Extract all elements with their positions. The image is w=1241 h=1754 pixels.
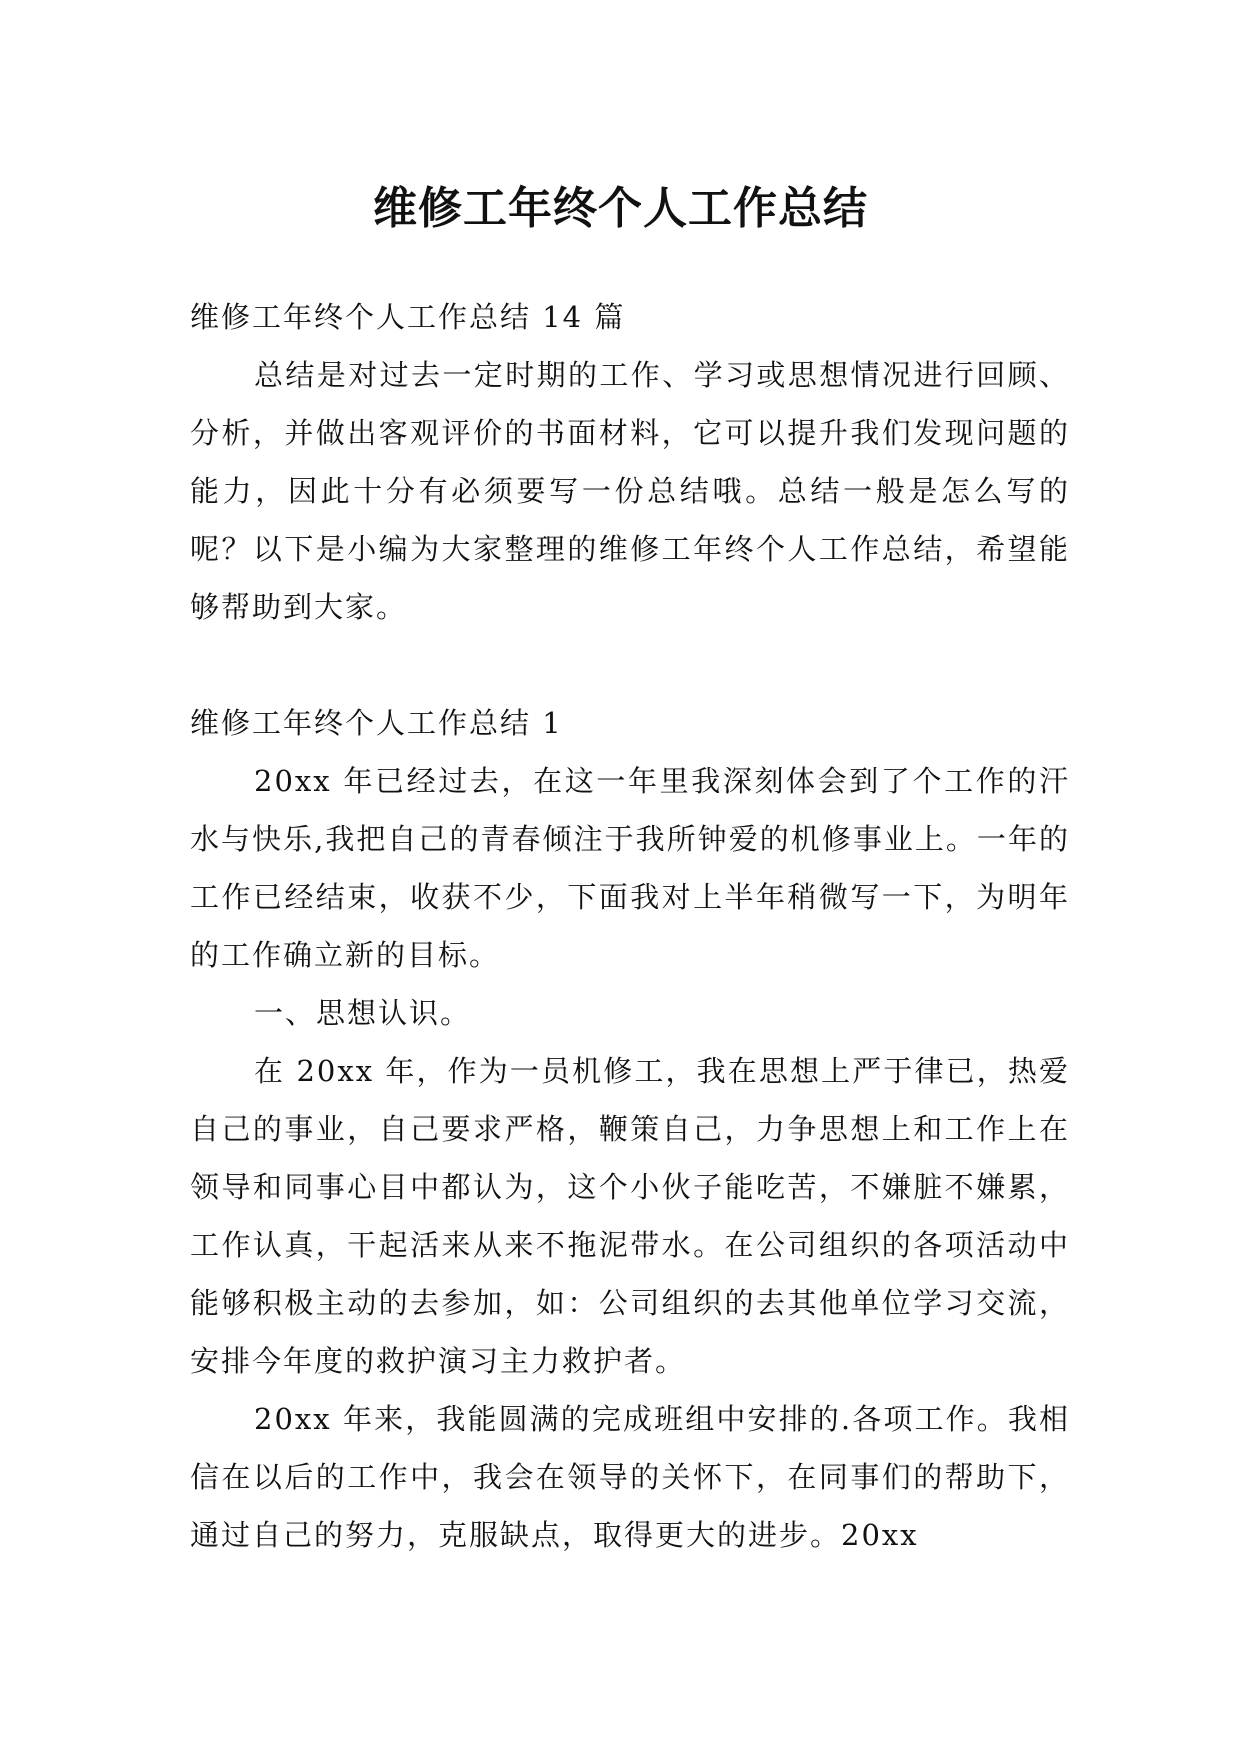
document-subtitle: 维修工年终个人工作总结 14 篇 <box>190 300 626 334</box>
document-body <box>190 288 1070 1564</box>
section-subheading: 一、思想认识。 <box>254 996 472 1030</box>
intro-paragraph: 总结是对过去一定时期的工作、学习或思想情况进行回顾、分析，并做出客观评价的书面材料，它可以提升我们发现问题的能力，因此十分有必须要写一份总结哦。总结一般是怎么写的呢？以下是小编为大家整理的维修工年终个人工作总结，希望能够帮助到大家。 <box>190 358 1070 624</box>
section-spacer <box>190 636 1070 694</box>
document-title: 维修工年终个人工作总结 <box>373 183 868 235</box>
section-paragraph: 20xx 年已经过去，在这一年里我深刻体会到了个工作的汗水与快乐,我把自己的青春倾注于我所钟爱的机修事业上。一年的工作已经结束，收获不少，下面我对上半年稍微写一下，为明年的工作确立新的目标。 <box>190 764 1070 972</box>
section-paragraph: 20xx 年来，我能圆满的完成班组中安排的.各项工作。我相信在以后的工作中，我会在领导的关怀下，在同事们的帮助下，通过自己的努力，克服缺点，取得更大的进步。20xx <box>190 1402 1070 1552</box>
section-paragraph: 在 20xx 年，作为一员机修工，我在思想上严于律已，热爱自己的事业，自己要求严格，鞭策自己，力争思想上和工作上在领导和同事心目中都认为，这个小伙子能吃苦，不嫌脏不嫌累，工作认真，干起活来从来不拖泥带水。在公司组织的各项活动中能够积极主动的去参加，如：公司组织的去其他单位学习交流，安排今年度的救护演习主力救护者。 <box>190 1054 1070 1378</box>
section-heading: 维修工年终个人工作总结 1 <box>190 706 563 740</box>
